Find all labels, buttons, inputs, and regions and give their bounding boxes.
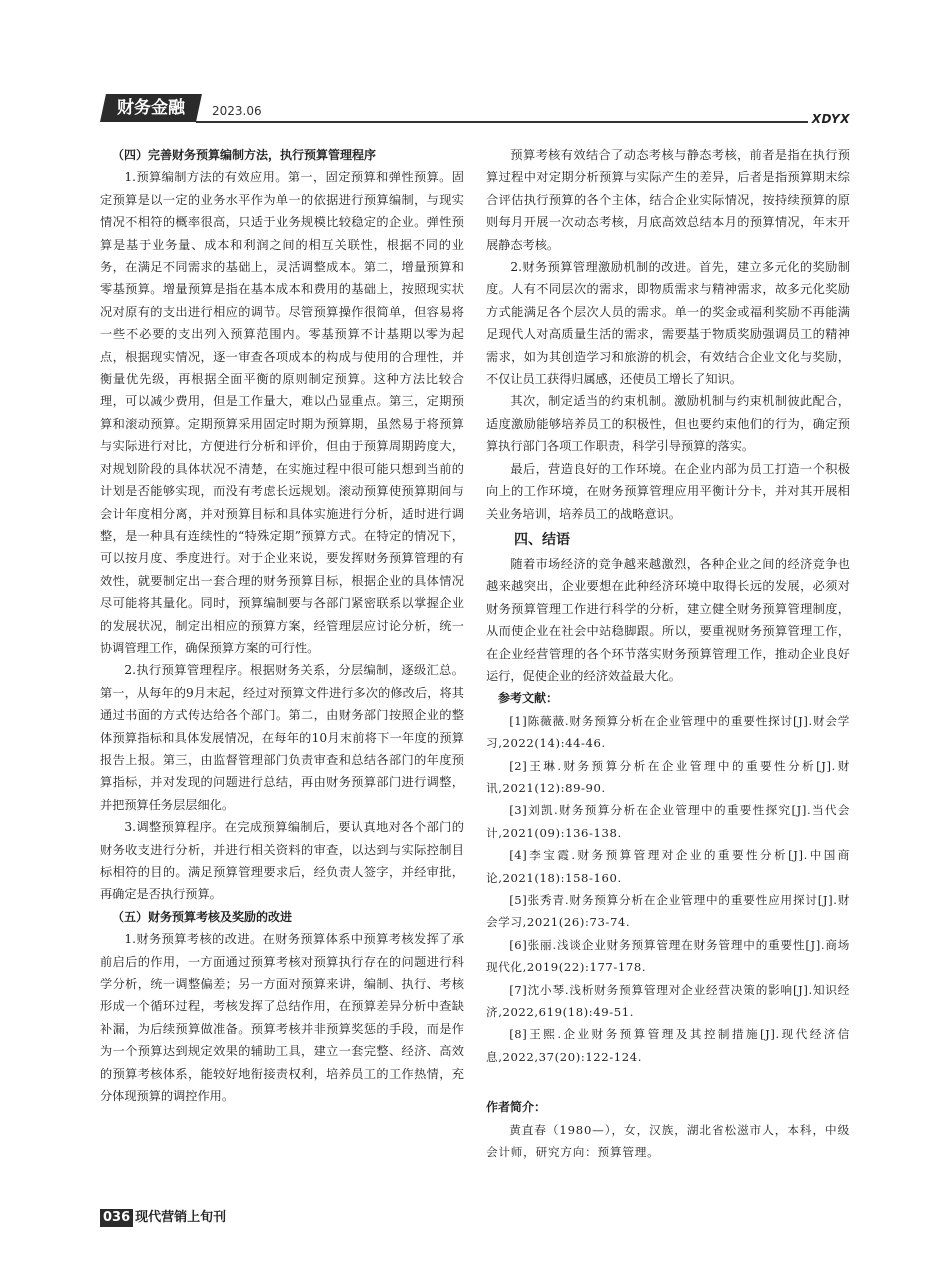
section-title-conclusion: 四、结语 [514, 531, 570, 548]
subsection-heading-4: （四）完善财务预算编制方法，执行预算管理程序 [112, 148, 377, 162]
paragraph: 1.财务预算考核的改进。在财务预算体系中预算考核发挥了承前启后的作用，一方面通过预算考核对预算执行存在的问题进行科学分析，统一调整偏差；另一方面对预算来讲，编制、执行、考核形成一个循环过程，考核发挥了总结作用，在预算差异分析中查缺补漏，为后续预算做准备。预算考核并非预算奖惩的手段，而是作为一个预算达到规定效果的辅助工具，建立一套完整、经济、高效的预算考核体系，能较好地衔接责权利，培养员工的工作热情，充分体现预算的调控作用。 [100, 932, 464, 1104]
issue-date: 2023.06 [212, 104, 262, 118]
right-column [486, 144, 850, 1163]
paragraph: 预算考核有效结合了动态考核与静态考核，前者是指在执行预算过程中对定期分析预算与实际产生的差异，后者是指预算期末综合评估执行预算的各个主体，结合企业实际情况，按持续预算的原则每月开展一次动态考核，月底高效总结本月的预算情况，年末开展静态考核。 [486, 148, 850, 252]
author-title: 作者简介： [486, 1100, 547, 1115]
reference-item: [4]李宝霞.财务预算管理对企业的重要性分析[J].中国商论,2021(18):158-160. [486, 848, 850, 885]
page-footer [100, 1206, 226, 1226]
reference-item: [1]陈薇薇.财务预算分析在企业管理中的重要性探讨[J].财会学习,2022(14):44-46. [486, 713, 850, 751]
page-header [100, 94, 850, 124]
subsection-heading-5: （五）财务预算考核及奖励的改进 [112, 909, 293, 924]
reference-item: [2]王琳.财务预算分析在企业管理中的重要性分析[J].财讯,2021(12):89-90. [486, 758, 850, 795]
paragraph: 3.调整预算程序。在完成预算编制后，要认真地对各个部门的财务收支进行分析，并进行相关资料的审查，以达到与实际控制目标相符的目的。满足预算管理要求后，经负责人签字，并经审批，再确定是否执行预算。 [100, 820, 464, 902]
reference-item: [3]刘凯.财务预算分析在企业管理中的重要性探究[J].当代会计,2021(09):136-138. [486, 803, 850, 840]
journal-code: XDYX [808, 112, 850, 126]
header-rule [196, 121, 850, 123]
reference-item: [8]王熙.企业财务预算管理及其控制措施[J].现代经济信息,2022,37(20):122-124. [486, 1027, 850, 1064]
section-tag [100, 94, 202, 122]
paragraph: 其次，制定适当的约束机制。激励机制与约束机制彼此配合，适度激励能够培养员工的积极性，但也要约束他们的行为，确定预算执行部门各项工作职责，科学引导预算的落实。 [486, 394, 850, 454]
paragraph: 2.财务预算管理激励机制的改进。首先，建立多元化的奖励制度。人有不同层次的需求，即物质需求与精神需求，故多元化奖励方式能满足各个层次人员的需求。单一的奖金或福利奖励不再能满足现代人对高质量生活的需求，需要基于物质奖励强调员工的精神需求，如为其创造学习和旅游的机会，有效结合企业文化与奖励，不仅让员工获得归属感，还使员工增长了知识。 [486, 260, 850, 387]
paragraph: 最后，营造良好的工作环境。在企业内部为员工打造一个积极向上的工作环境，在财务预算管理应用平衡计分卡，并对其开展相关业务培训，培养员工的战略意识。 [486, 461, 850, 521]
paragraph: 2.执行预算管理程序。根据财务关系，分层编制，逐级汇总。第一，从每年的9月末起，经过对预算文件进行多次的修改后，将其通过书面的方式传达给各个部门。第二，由财务部门按照企业的整体预算指标和具体发展情况，在每年的10月末前将下一年度的预算报告上报。第三，由监督管理部门负责审查和总结各部门的年度预算指标，并对发现的问题进行总结，再由财务预算部门进行调整，并把预算任务层层细化。 [100, 663, 464, 812]
reference-item: [7]沈小琴.浅析财务预算管理对企业经营决策的影响[J].知识经济,2022,619(18):49-51. [486, 982, 850, 1020]
journal-name: 现代营销上旬刊 [135, 1210, 227, 1225]
reference-item: [6]张丽.浅谈企业财务预算管理在财务管理中的重要性[J].商场现代化,2019(22):177-178. [486, 937, 850, 975]
author-info: 黄直春（1980—），女，汉族，湖北省松滋市人，本科，中级会计师，研究方向：预算管理。 [486, 1122, 850, 1160]
references-title: 参考文献： [498, 691, 559, 706]
paragraph: 1.预算编制方法的有效应用。第一，固定预算和弹性预算。固定预算是以一定的业务水平作为单一的依据进行预算编制，与现实情况不相符的概率很高，只适于业务规模比较稳定的企业。弹性预算是基于业务量、成本和利润之间的相互关联性，根据不同的业务，在满足不同需求的基础上，灵活调整成本。第二，增量预算和零基预算。增量预算是指在基本成本和费用的基础上，按照现实状况对原有的支出进行相应的调节。尽管预算操作很简单，但容易将一些不必要的支出列入预算范围内。零基预算不计基期以零为起点，根据现实情况，逐一审查各项成本的构成与使用的合理性，并衡量优先级，再根据全面平衡的原则制定预算。这种方法比较合理，可以减少费用，但是工作量大，难以凸显重点。第三，定期预算和滚动预算。定期预算采用固定时期为预算期，虽然易于将预算与实际进行对比，方便进行分析和评价，但由于预算周期跨度大，对规划阶段的具体状况不清楚，在实施过程中很可能只想到当前的计划是否能够实现，而没有考虑长远规划。滚动预算使预算期间与会计年度相分离，并对预算目标和具体实施进行分析，适时进行调整，是一种具有连续性的“特殊定期”预算方式。在特定的情况下，可以按月度、季度进行。对于企业来说，要发挥财务预算管理的有效性，就要制定出一套合理的财务预算目标，根据企业的具体情况尽可能将其量化。同时，预算编制要与各部门紧密联系以掌握企业的发展状况，制定出相应的预算方案，经管理层应讨论分析，统一协调管理工作，确保预算方案的可行性。 [100, 170, 464, 655]
reference-item: [5]张秀青.财务预算分析在企业管理中的重要性应用探讨[J].财会学习,2021(26):73-74. [486, 893, 850, 930]
paragraph: 随着市场经济的竞争越来越激烈，各种企业之间的经济竞争也越来越突出，企业要想在此种经济环境中取得长远的发展，必须对财务预算管理工作进行科学的分析，建立健全财务预算管理制度，从而使企业在社会中站稳脚跟。所以，要重视财务预算管理工作，在企业经营管理的各个环节落实财务预算管理工作，推动企业良好运行，促使企业的经济效益最大化。 [486, 556, 850, 683]
left-column [100, 144, 464, 1107]
page-number: 036 [100, 1209, 133, 1227]
section-label: 财务金融 [116, 98, 185, 118]
